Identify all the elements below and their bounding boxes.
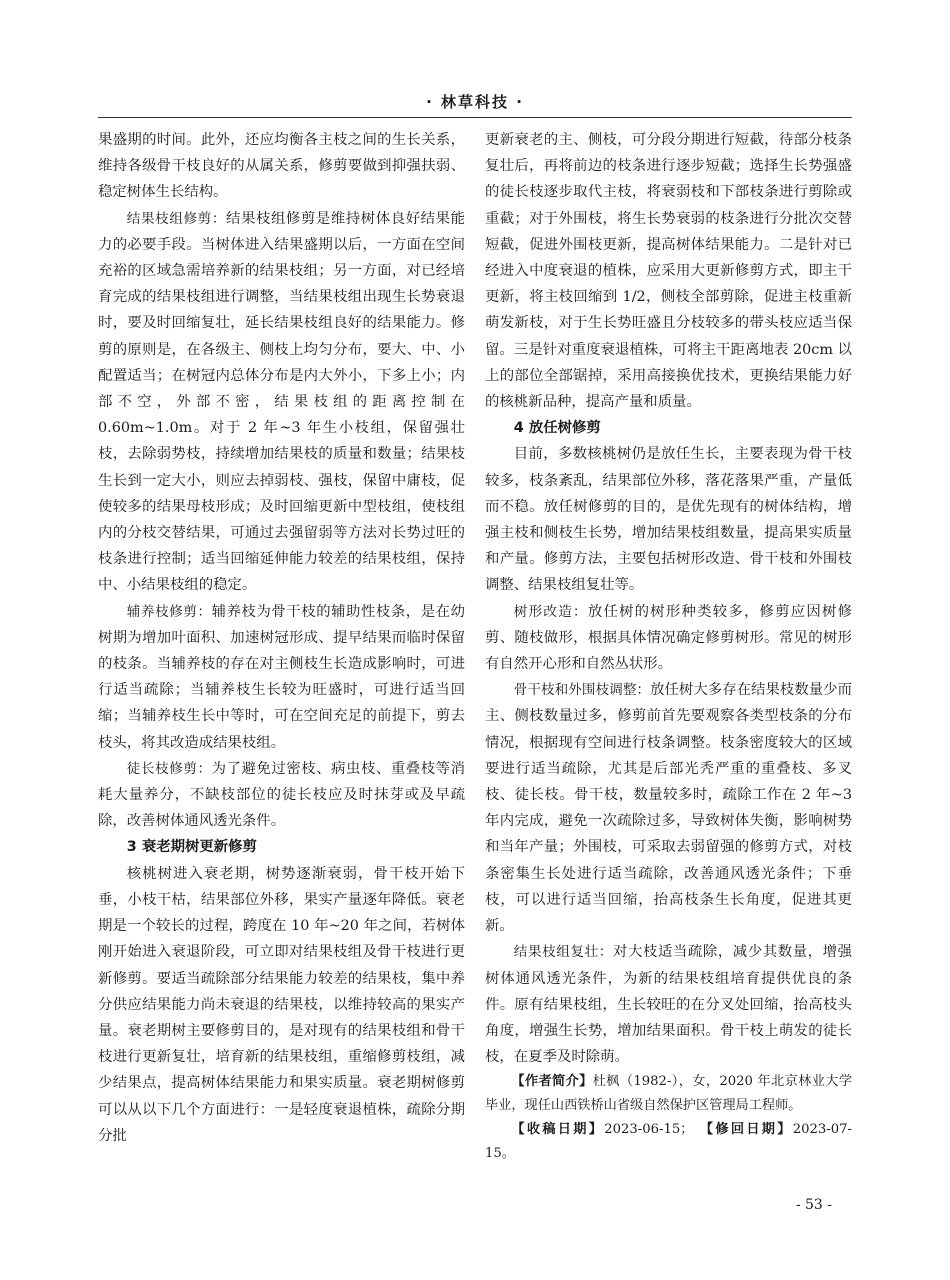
paragraph-body: 对大枝适当疏除，减少其数量，增强树体通风透光条件，为新的结果枝组培育提供优良的条件。原有结果枝组，生长较旺的在分叉处回缩，抬高枝头角度，增强生长势，增加结果面积。骨干枝上萌发的徒长枝，在夏季及时除萌。 [485,944,852,1066]
revised-tag: 【修回日期】 [699,1122,793,1138]
paragraph: 目前，多数核桃树仍是放任生长，主要表现为骨干枝较多，枝条紊乱，结果部位外移，落花落果严重，产量低而不稳。放任树修剪的目的，是优先现有的树体结构，增强主枝和侧枝生长势，增加结果枝组数量，提高果实质量和产量。修剪方法，主要包括树形改造、骨干枝和外围枝调整、结果枝组复壮等。 [485,446,852,594]
paragraph: 更新衰老的主、侧枝，可分段分期进行短截，待部分枝条复壮后，再将前边的枝条进行逐步短截；选择生长势强盛的徒长枝逐步取代主枝，将衰弱枝和下部枝条进行剪除或重截；对于外围枝，将生长势衰弱的枝条进行分批次交替短截，促进外围枝更新，提高树体结果能力。二是针对已经进入中度衰退的植株，应采用大更新修剪方式，即主干更新，将主枝回缩到 1/2，侧枝全部剪除，促进主枝重新萌发新枝，对于生长势旺盛且分枝较多的带头枝应适当保留。三是针对重度衰退植株，可将主干距离地表 20cm 以上的部位全部锯掉，采用高接换优技术，更换结果能力好的核桃新品种，提高产量和质量。 [485,132,852,411]
paragraph-body: 放任树大多存在结果枝数量少而主、侧枝数量过多，修剪前首先要观察各类型枝条的分布情况，根据现有空间进行枝条调整。枝条密度较大的区域要进行适当疏除，尤其是后部光秃严重的重叠枝、多叉枝、徒长枝。骨干枝，数量较多时，疏除工作在 2 年~3 年内完成，避免一次疏除过多，导致树体失衡，影响树势和当年产量；外围枝，可采取去弱留强的修剪方式，对枝条密集生长处进行适当疏除，改善通风透光条件；下垂枝，可以进行适当回缩，抬高枝条生长角度，促进其更新。 [485,682,852,935]
received-tag: 【收稿日期】 [511,1122,605,1138]
left-column [98,127,465,1149]
dates-line [485,1118,852,1166]
author-bio-tag: 【作者简介】 [511,1074,593,1090]
section-heading: 4 放任树修剪 [513,420,601,437]
paragraph-lead: 骨干枝和外围枝调整： [513,682,651,699]
right-column [485,127,852,1166]
paragraph [98,756,465,835]
paragraph-body: 辅养枝为骨干枝的辅助性枝条，是在幼树期为增加叶面积、加速树冠形成、提早结果而临时保留的枝条。当辅养枝的存在对主侧枝生长造成影响时，可进行适当疏除；当辅养枝生长较为旺盛时，可进行适当回缩；当辅养枝生长中等时，可在空间充足的前提下，剪去枝头，将其改造成结果枝组。 [98,603,465,751]
received-date: 2023-06-15； [604,1122,694,1138]
paragraph-body: 为了避免过密枝、病虫枝、重叠枝等消耗大量养分，不缺枝部位的徒长枝应及时抹芽或及早疏除，改善树体通风透光条件。 [98,760,465,830]
revised-date: 2023-07-15。 [485,1122,852,1162]
paragraph [485,599,852,678]
paragraph [485,939,852,1070]
paragraph-body: 结果枝组修剪是维持树体良好结果能力的必要手段。当树体进入结果盛期以后，一方面在空间充裕的区域急需培养新的结果枝组；另一方面，对已经培育完成的结果枝组进行调整，当结果枝组出现生长势衰退时，要及时回缩复壮，延长结果枝组良好的结果能力。修剪的原则是，在各级主、侧枝上均匀分布，要大、中、小配置适当；在树冠内总体分布是内大外小，下多上小；内部不空，外部不密，结果枝组的距离控制在 0.60m~1.0m。对于 2 年~3 年生小枝组，保留强壮枝，去除弱势枝，持续增加结果枝的质量和数量；结果枝生长到一定大小，则应去掉弱枝、强枝，保留中庸枝，促使较多的结果母枝形成；及时回缩更新中型枝组，使枝组内的分枝交替结果，可通过去强留弱等方法对长势过旺的枝条进行控制；适当回缩延伸能力较差的结果枝组，保持中、小结果枝组的稳定。 [98,210,465,594]
section-heading: 3 衰老期树更新修剪 [126,839,257,856]
paragraph-lead: 结果枝组复壮： [513,944,614,961]
header-rule [98,117,852,118]
author-bio-text: 杜枫（1982-），女，2020 年北京林业大学毕业，现任山西铁桥山省级自然保护区管理局工程师。 [485,1074,853,1114]
journal-header: · 林草科技 · [426,93,524,111]
paragraph: 果盛期的时间。此外，还应均衡各主枝之间的生长关系，维持各级骨干枝良好的从属关系，修剪要做到抑强扶弱、稳定树体生长结构。 [98,132,465,201]
paragraph [485,677,852,939]
paragraph-body: 放任树的树形种类较多，修剪应因树修剪、随枝做形，根据具体情况确定修剪树形。常见的树形有自然开心形和自然丛状形。 [485,603,852,673]
paragraph-lead: 树形改造： [513,603,588,620]
author-bio [485,1070,852,1118]
page-number: - 53 - [795,1197,832,1213]
paragraph-lead: 徒长枝修剪： [126,760,212,777]
paragraph [98,599,465,756]
paragraph-lead: 结果枝组修剪： [126,210,227,227]
paragraph: 核桃树进入衰老期，树势逐渐衰弱，骨干枝开始下垂，小枝干枯，结果部位外移，果实产量逐年降低。衰老期是一个较长的过程，跨度在 10 年~20 年之间，若树体刚开始进入衰退阶段，可立即对结果枝组及骨干枝进行更新修剪。要适当疏除部分结果能力较差的结果枝，集中养分供应结果能力尚未衰退的结果枝，以维持较高的果实产量。衰老期树主要修剪目的，是对现有的结果枝组和骨干枝进行更新复壮，培育新的结果枝组，重缩修剪枝组，减少结果点，提高树体结果能力和果实质量。衰老期树修剪可以从以下几个方面进行：一是轻度衰退植株，疏除分期分批 [98,865,465,1144]
paragraph-lead: 辅养枝修剪： [126,603,212,620]
paragraph [98,206,465,599]
